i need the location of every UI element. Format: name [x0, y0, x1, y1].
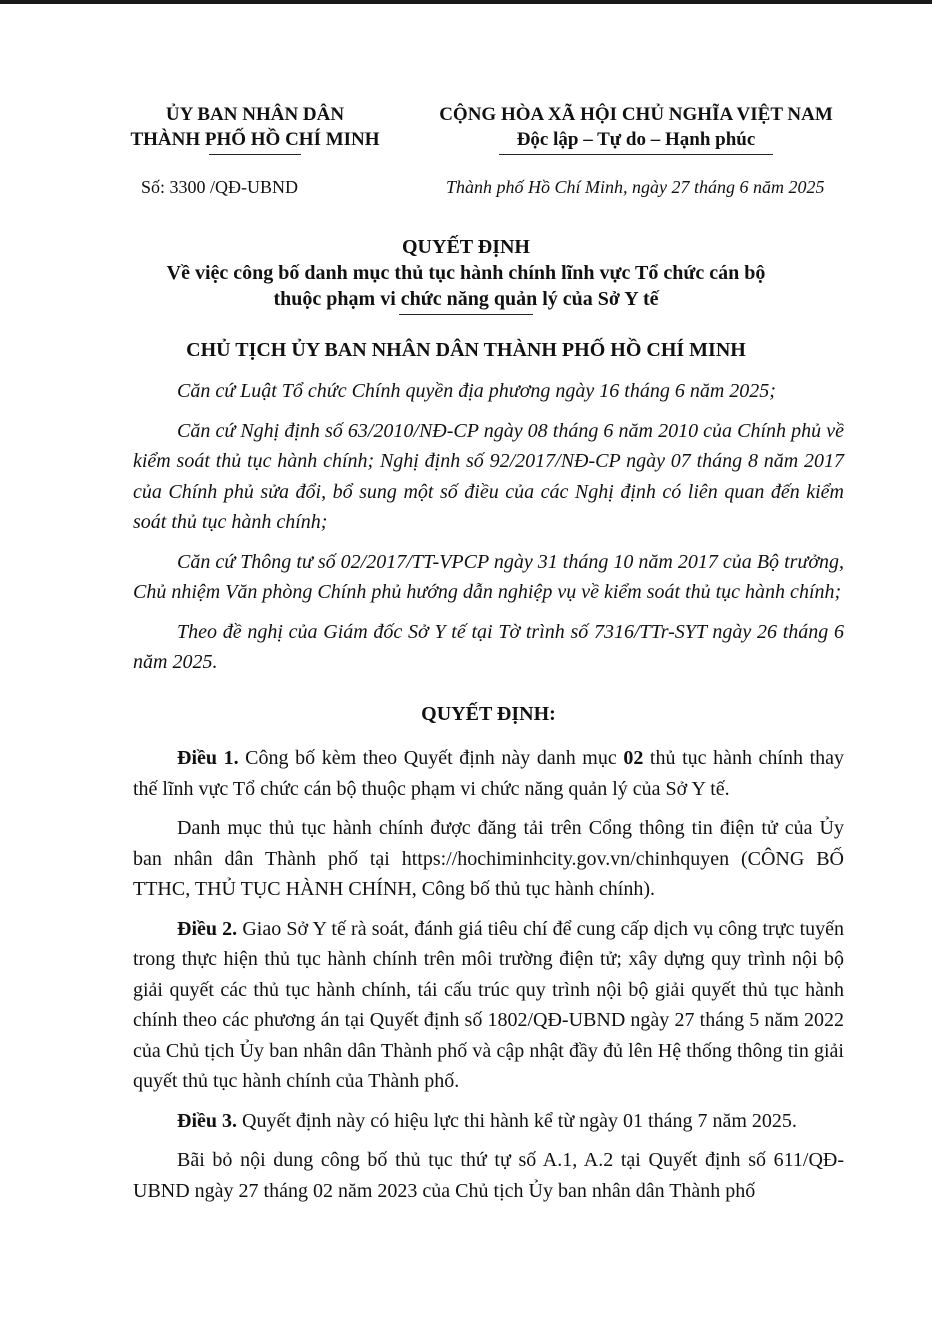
document-number: Số: 3300 /QĐ-UBND: [141, 177, 299, 197]
preamble-item: Theo đề nghị của Giám đốc Sở Y tế tại Tờ trình số 7316/TTr-SYT ngày 26 tháng 6 năm 2025.: [133, 620, 844, 673]
agency-line-2: THÀNH PHỐ HỒ CHÍ MINH: [130, 129, 380, 150]
preamble-item: Căn cứ Nghị định số 63/2010/NĐ-CP ngày 08 tháng 6 năm 2010 của Chính phủ về kiểm soát thủ tục hành chính; Nghị định số 92/2017/NĐ-CP ngày 07 tháng 8 năm 2017 của Chính phủ sửa đổi, bổ sung một số điều của các Nghị định có liên quan đến kiểm soát thủ tục hành chính;: [133, 419, 844, 533]
authority-heading: CHỦ TỊCH ỦY BAN NHÂN DÂN THÀNH PHỐ HỒ CHÍ MINH: [186, 339, 746, 361]
preamble-item: Căn cứ Luật Tổ chức Chính quyền địa phương ngày 16 tháng 6 năm 2025;: [177, 380, 776, 402]
issuing-agency: [100, 102, 410, 155]
title-heading: QUYẾT ĐỊNH: [402, 236, 530, 258]
title-underline: [399, 314, 533, 315]
title-subject-line-2: thuộc phạm vi chức năng quản lý của Sở Y tế: [273, 288, 659, 310]
motto-underline: [499, 154, 773, 155]
article-1-label: Điều 1.: [177, 747, 239, 769]
document-title: [120, 234, 812, 315]
motto: Độc lập – Tự do – Hạnh phúc: [516, 129, 756, 150]
national-motto: [408, 102, 864, 155]
place-date: Thành phố Hồ Chí Minh, ngày 27 tháng 6 năm 2025: [446, 177, 825, 197]
decision-heading: QUYẾT ĐỊNH:: [421, 702, 556, 725]
article-2-label: Điều 2.: [177, 917, 238, 940]
article-2: Điều 2. Giao Sở Y tế rà soát, đánh giá tiêu chí để cung cấp dịch vụ công trực tuyến trong thực hiện thủ tục hành chính trên môi trường điện tử; xây dựng quy trình nội bộ giải quyết các thủ tục hành chính, tái cấu trúc quy trình nội bộ giải quyết thủ tục hành chính theo các phương án tại Quyết định số 1802/QĐ-UBND ngày 27 tháng 5 năm 2022 của Chủ tịch Ủy ban nhân dân Thành phố và cập nhật đầy đủ lên Hệ thống thông tin giải quyết thủ tục hành chính của Thành phố.: [133, 917, 844, 1092]
article-1: Điều 1. Công bố kèm theo Quyết định này danh mục 02 thủ tục hành chính thay thế lĩnh vực Tổ chức cán bộ thuộc phạm vi chức năng quản lý của Sở Y tế.: [133, 747, 845, 800]
article-3: Điều 3. Quyết định này có hiệu lực thi hành kể từ ngày 01 tháng 7 năm 2025.: [177, 1109, 797, 1132]
article-1-paragraph-2: Danh mục thủ tục hành chính được đăng tải trên Cổng thông tin điện tử của Ủy ban nhân dân Thành phố tại https://hochiminhcity.gov.vn/chinhquyen (CÔNG BỐ TTHC, THỦ TỤC HÀNH CHÍNH, Công bố thủ tục hành chính).: [133, 817, 844, 900]
document-body: [133, 376, 844, 1215]
top-border: [0, 0, 932, 4]
title-subject-line-1: Về việc công bố danh mục thủ tục hành chính lĩnh vực Tổ chức cán bộ: [166, 262, 766, 284]
agency-underline: [209, 154, 301, 155]
procedure-count: 02: [623, 747, 644, 769]
country-name: CỘNG HÒA XÃ HỘI CHỦ NGHĨA VIỆT NAM: [439, 104, 833, 125]
article-3-label: Điều 3.: [177, 1109, 237, 1132]
agency-line-1: ỦY BAN NHÂN DÂN: [165, 104, 345, 125]
preamble-item: Căn cứ Thông tư số 02/2017/TT-VPCP ngày 31 tháng 10 năm 2017 của Bộ trưởng, Chủ nhiệm Văn phòng Chính phủ hướng dẫn nghiệp vụ về kiểm soát thủ tục hành chính;: [133, 550, 844, 603]
article-3-paragraph-2: Bãi bỏ nội dung công bố thủ tục thứ tự số A.1, A.2 tại Quyết định số 611/QĐ-UBND ngày 27 tháng 02 năm 2023 của Chủ tịch Ủy ban nhân dân Thành phố: [133, 1149, 844, 1202]
